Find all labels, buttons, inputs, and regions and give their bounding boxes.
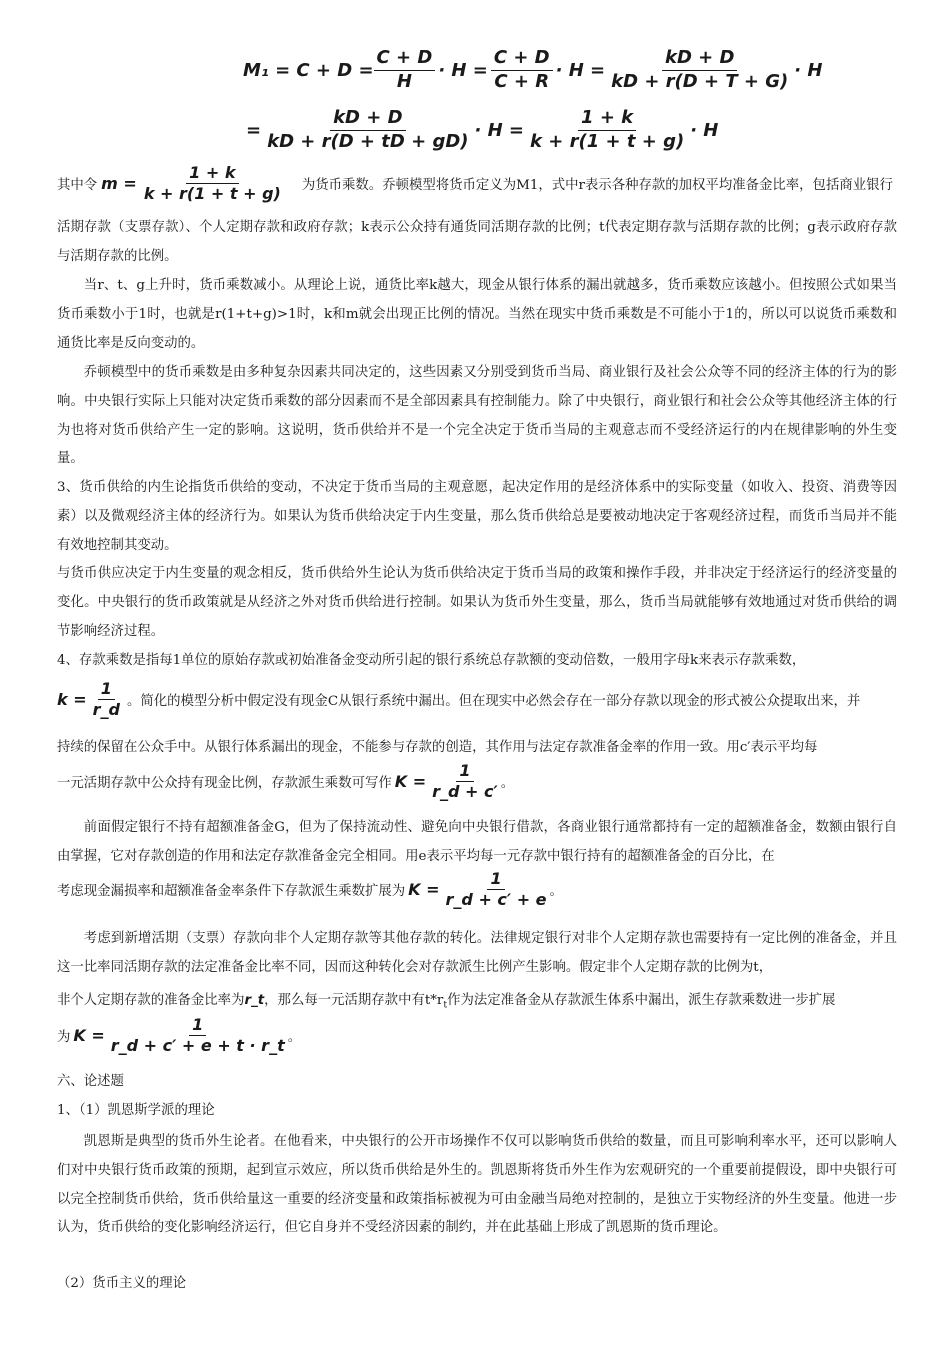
paragraph-cash-leak: 持续的保留在公众手中。从银行体系漏出的现金，不能参与存款的创造，其作用与法定存款准备金率的作用一致。用c′表示平均每 xyxy=(57,740,818,755)
time-deposit-formula-line: 为 K = $\frac{1}{r\_d + c' + e + t \cdot r\_t}$ 。 xyxy=(57,1015,302,1056)
excess-reserve-formula-line: 考虑现金漏损率和超额准备金率条件下存款派生乘数扩展为 K = $\frac{1}{r\_d + c' + e}$ 。 xyxy=(57,869,563,910)
formula-fraction-5: $\frac{1 + k}{k + r(1 + t + g)}$ xyxy=(530,107,685,152)
paragraph-excess-reserve: 前面假定银行不持有超额准备金G，但为了保持流动性、避免向中央银行借款，各商业银行通常都持有一定的超额准备金，数额由银行自由掌握，它对存款创造的作用和法定存款准备金完全相同。用e表示平均每一元存款中银行持有的超额准备金的百分比，在 xyxy=(57,820,897,864)
subheading-keynesian: 1、（1）凯恩斯学派的理论 xyxy=(57,1103,215,1118)
section-heading-essay: 六、论述题 xyxy=(57,1074,124,1089)
formula-fraction-4: $\frac{kD + D}{kD + r(D + tD + gD)}$ xyxy=(267,107,469,152)
formula-fraction-2: $\frac{C + D}{C + R}$ xyxy=(491,48,553,92)
paragraph-jordan-model: 乔顿模型中的货币乘数是由多种复杂因素共同决定的，这些因素又分别受到货币当局、商业银行及社会公众等不同的经济主体的行为的影响。中央银行实际上只能对决定货币乘数的部分因素而不是全部因素具有控制能力。除了中央银行，商业银行和社会公众等其他经济主体的行为也将对货币供给产生一定的影响。这说明，货币供给并不是一个完全决定于货币当局的主观意志而不受经济运行的内在规律影响的外生变量。 xyxy=(57,365,897,467)
excess-reserve-fraction: $\frac{1}{r\_d + c' + e}$ xyxy=(445,869,547,910)
formula-m1-lhs: M₁ = C + D = xyxy=(243,59,374,81)
paragraph-deposit-multiplier: 4、存款乘数是指每1单位的原始存款或初始准备金变动所引起的银行系统总存款额的变动倍数，一般用字母k来表示存款乘数， xyxy=(57,653,806,668)
formula-fraction-3: $\frac{kD + D}{kD + r(D + T + G)}$ xyxy=(611,47,789,92)
paragraph-variables: 活期存款（支票存款）、个人定期存款和政府存款；k表示公众持有通货同活期存款的比例；t代表定期存款与活期存款的比例；g表示政府存款与活期存款的比例。 xyxy=(57,220,897,264)
money-multiplier-line: 其中令 m = $\frac{1 + k}{k + r(1 + t + g)}$ 为货币乘数。乔顿模型将货币定义为M1，式中r表示各种存款的加权平均准备金比率，包括商业银行 xyxy=(57,163,893,204)
formula-fraction-1: $\frac{C + D}{H}$ xyxy=(374,48,436,92)
paragraph-time-deposits: 考虑到新增活期（支票）存款向非个人定期存款等其他存款的转化。法律规定银行对非个人定期存款也需要持有一定比例的准备金，并且这一比率同活期存款的法定准备金比率不同，因而这种转化会对存款派生比例产生影响。假定非个人定期存款的比例为t， xyxy=(57,931,897,975)
deposit-multiplier-fraction: $\frac{1}{r\_d}$ xyxy=(92,679,120,720)
deposit-multiplier-formula-line: k = $\frac{1}{r\_d}$ 。简化的模型分析中假定没有现金C从银行系统中漏出。但在现实中必然会存在一部分存款以现金的形式被公众提取出来，并 xyxy=(57,679,861,720)
cash-leak-fraction: $\frac{1}{r\_d + c'}$ xyxy=(432,761,498,802)
subheading-monetarism: （2）货币主义的理论 xyxy=(57,1276,187,1291)
paragraph-keynes: 凯恩斯是典型的货币外生论者。在他看来，中央银行的公开市场操作不仅可以影响货币供给的数量，而且可影响利率水平，还可以影响人们对中央银行货币政策的预期，起到宣示效应，所以货币供给是外生的。凯恩斯将货币外生作为宏观研究的一个重要前提假设，即中央银行可以完全控制货币供给，货币供给量这一重要的经济变量和政策指标被视为可由金融当局绝对控制的，是独立于实物经济的外生变量。他进一步认为，货币供给的变化影响经济运行，但它自身并不受经济因素的制约，并在此基础上形成了凯恩斯的货币理论。 xyxy=(57,1134,897,1236)
paragraph-exogenous: 与货币供应决定于内生变量的观念相反，货币供给外生论认为货币供给决定于货币当局的政策和操作手段，并非决定于经济运行的经济变量的变化。中央银行的货币政策就是从经济之外对货币供给进行控制。如果认为货币外生变量，那么，货币当局就能够有效地通过对货币供给的调节影响经济过程。 xyxy=(57,566,897,639)
money-multiplier-fraction: $\frac{1 + k}{k + r(1 + t + g)}$ xyxy=(143,163,281,204)
formula-m1-line2: = $\frac{kD + D}{kD + r(D + tD + gD)}$ · H = $\frac{1 + k}{k + r(1 + t + g)}$ · H xyxy=(246,107,719,152)
time-deposit-line: 非个人定期存款的准备金比率为r_t，那么每一元活期存款中有$t*r_t$作为法定准备金从存款派生体系中漏出，派生存款乘数进一步扩展 xyxy=(57,993,836,1011)
formula-m1-line1: M₁ = C + D = $\frac{C + D}{H}$ · H = $\frac{C + D}{C + R}$ · H = $\frac{kD + D}{kD + r(D + T + G)}$ · H xyxy=(243,47,823,92)
paragraph-endogenous: 3、货币供给的内生论指货币供给的变动，不决定于货币当局的主观意愿，起决定作用的是经济体系中的实际变量（如收入、投资、消费等因素）以及微观经济主体的经济行为。如果认为货币供给决定于内生变量，那么货币供给总是要被动地决定于客观经济过程，而货币当局并不能有效地控制其变动。 xyxy=(57,480,897,553)
time-deposit-fraction: $\frac{1}{r\_d + c' + e + t \cdot r\_t}$ xyxy=(110,1015,285,1056)
cash-leak-formula-line: 一元活期存款中公众持有现金比例，存款派生乘数可写作 K = $\frac{1}{r\_d + c'}$ 。 xyxy=(57,761,515,802)
paragraph-multiplier-change: 当r、t、g上升时，货币乘数减小。从理论上说，通货比率k越大，现金从银行体系的漏出就越多，货币乘数应该越小。但按照公式如果当货币乘数小于1时，也就是r(1+t+g)>1时，k和m就会出现正比例的情况。当然在现实中货币乘数是不可能小于1的，所以可以说货币乘数和通货比率是反向变动的。 xyxy=(57,278,897,351)
